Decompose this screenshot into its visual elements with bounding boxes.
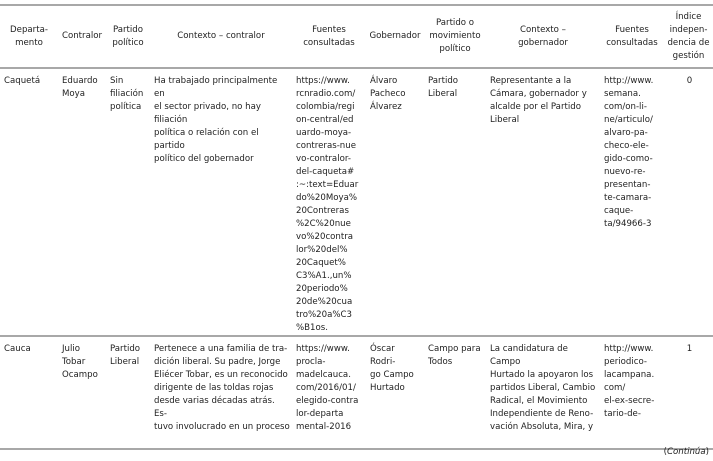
header-fuentes-contralor: Fuentes consultadas <box>303 24 355 48</box>
continued-note: (Continúa) <box>663 447 709 457</box>
cell-contexto-gobernador: Representante a la Cámara, gobernador y alcalde por el Partido Liberal <box>490 76 587 125</box>
cell-contexto-contralor: Ha trabajado principalmente en el sector privado, no hay filiación política o relación con el partido político del gobernador <box>154 76 278 164</box>
cell-gobernador: Óscar Rodri- go Campo Hurtado <box>370 344 414 393</box>
header-contexto-gobernador: Contexto – gobernador <box>518 24 568 48</box>
cell-departamento: Cauca <box>4 344 31 354</box>
cell-fuentes-gobernador: http://www. periodico- lacampana. com/ el-ex-secre- tario-de- <box>604 344 655 419</box>
cell-contexto-contralor: Pertenece a una familia de tra- dición liberal. Su padre, Jorge Eliécer Tobar, es un reconocido dirigente de las toldas rojas desde varias décadas atrás. Es- tuvo involucrado en un proceso <box>154 344 290 432</box>
cell-contexto-gobernador: La candidatura de Campo Hurtado la apoyaron los partidos Liberal, Cambio Radical, el Movimiento Independiente de Reno- vación Absoluta, Mira, y <box>490 344 596 432</box>
header-row <box>0 5 713 68</box>
cell-fuentes-gobernador: http://www. semana. com/on-li- ne/articulo/ alvaro-pa- checo-ele- gido-como- nuevo-re- presentan- te-camara- caque- ta/94966-3 <box>604 76 654 229</box>
header-partido-politico: Partido político <box>112 24 144 48</box>
table-row <box>0 336 713 449</box>
table-row <box>0 68 713 336</box>
header-gobernador: Gobernador <box>369 31 421 41</box>
cell-indice: 0 <box>686 76 693 86</box>
cell-partido-gobernador: Campo para Todos <box>428 344 481 367</box>
header-departamento: Departa- mento <box>10 24 48 48</box>
cell-contralor: Julio Tobar Ocampo <box>62 344 98 380</box>
cell-gobernador: Álvaro Pacheco Álvarez <box>370 76 406 112</box>
cell-indice: 1 <box>686 344 693 354</box>
continued-label: Continúa <box>667 447 706 457</box>
cell-partido: Sin filiación política <box>110 76 144 112</box>
data-table <box>0 4 713 450</box>
header-contralor: Contralor <box>61 31 103 41</box>
cell-fuentes-contralor: https://www. rcnradio.com/ colombia/regi on-central/ed uardo-moya- contreras-nue vo-contralor- del-caqueta# :~:text=Eduar do%20Moya% 20Contreras %2C%20nue vo%20contra lor%20del% 20Caquet% C3%A1.,un% 20periodo% 20de%20cua tro%20a%C3 %B1os. <box>296 76 359 333</box>
header-contexto-contralor: Contexto – contralor <box>177 31 265 41</box>
cell-partido-gobernador: Partido Liberal <box>428 76 459 99</box>
cell-partido: Partido Liberal <box>110 344 141 367</box>
cell-departamento: Caquetá <box>4 76 41 86</box>
header-fuentes-gobernador: Fuentes consultadas <box>606 24 658 48</box>
cell-contralor: Eduardo Moya <box>62 76 98 99</box>
header-indice: Índice indepen- dencia de gestión <box>667 11 710 61</box>
cell-fuentes-contralor: https://www. procla- madelcauca. com/2016/01/ elegido-contra lor-departa mental-2016 <box>296 344 359 432</box>
header-partido-gobernador: Partido o movimiento político <box>429 18 481 54</box>
